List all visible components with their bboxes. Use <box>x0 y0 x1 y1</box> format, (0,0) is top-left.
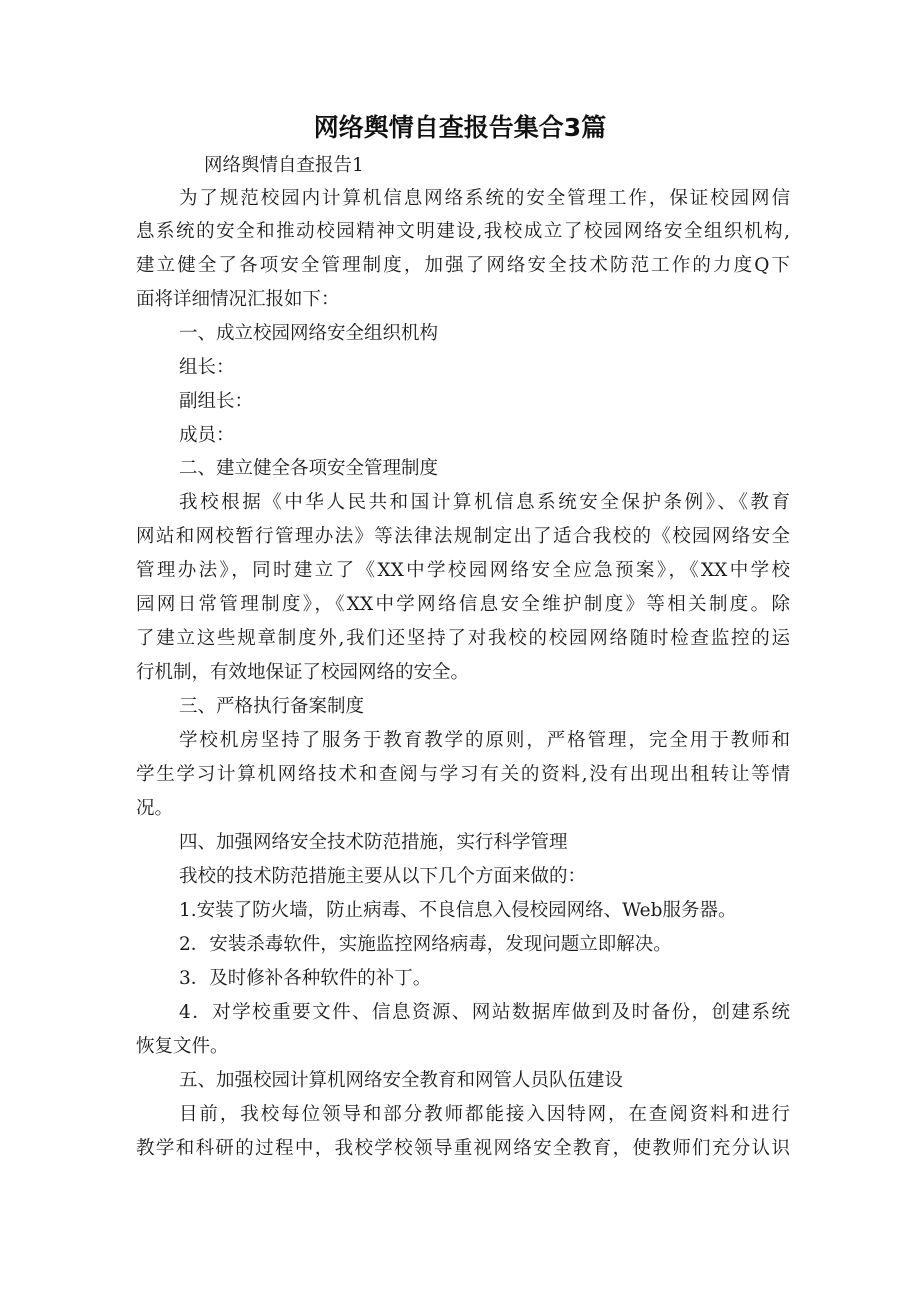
paragraph-line: 况。 <box>136 798 174 819</box>
paragraph-line: 为了规范校园内计算机信息网络系统的安全管理工作，保证校园网信 <box>179 188 790 209</box>
list-item: 2．安装杀毒软件，实施监控网络病毒，发现问题立即解决。 <box>179 934 672 955</box>
paragraph-line: 学校机房坚持了服务于教育教学的原则，严格管理，完全用于教师和 <box>179 730 790 751</box>
paragraph-line: 管理办法》，同时建立了《XX中学校园网络安全应急预案》，《XX中学校 <box>136 560 790 581</box>
paragraph-line: 教学和科研的过程中，我校学校领导重视网络安全教育，使教师们充分认识 <box>136 1138 790 1159</box>
section-heading: 五、加强校园计算机网络安全教育和网管人员队伍建设 <box>179 1070 624 1091</box>
paragraph-line: 我校的技术防范措施主要从以下几个方面来做的： <box>179 866 587 887</box>
paragraph-line: 目前，我校每位领导和部分教师都能接入因特网，在查阅资料和进行 <box>179 1104 790 1125</box>
section-heading: 一、成立校园网络安全组织机构 <box>179 323 439 344</box>
report-subtitle: 网络舆情自查报告1 <box>204 155 364 176</box>
paragraph-line: 网站和网校暂行管理办法》等法律法规制定出了适合我校的《校园网络安全 <box>136 526 790 547</box>
paragraph-line: 建立健全了各项安全管理制度，加强了网络安全技术防范工作的力度Q下 <box>136 255 790 276</box>
list-item: 4．对学校重要文件、信息资源、网站数据库做到及时备份，创建系统 <box>179 1002 790 1023</box>
paragraph-line: 了建立这些规章制度外,我们还坚持了对我校的校园网络随时检查监控的运 <box>136 628 790 649</box>
list-item: 3．及时修补各种软件的补丁。 <box>179 968 432 989</box>
section-heading: 四、加强网络安全技术防范措施，实行科学管理 <box>179 832 568 853</box>
section-heading: 三、严格执行备案制度 <box>179 696 365 717</box>
member-label: 组长： <box>179 357 235 378</box>
paragraph-line: 行机制，有效地保证了校园网络的安全。 <box>136 662 470 683</box>
document-title: 网络舆情自查报告集合3篇 <box>313 113 607 142</box>
paragraph-line: 园网日常管理制度》，《XX中学网络信息安全维护制度》等相关制度。除 <box>136 594 790 615</box>
paragraph-line: 学生学习计算机网络技术和查阅与学习有关的资料,没有出现出租转让等情 <box>136 764 790 785</box>
member-label: 成员： <box>179 425 235 446</box>
member-label: 副组长： <box>179 391 254 412</box>
paragraph-line: 我校根据《中华人民共和国计算机信息系统安全保护条例》、《教育 <box>179 492 790 513</box>
paragraph-line: 息系统的安全和推动校园精神文明建设,我校成立了校园网络安全组织机构, <box>136 221 790 242</box>
list-item: 1.安装了防火墙，防止病毒、不良信息入侵校园网络、Web服务器。 <box>179 900 737 921</box>
section-heading: 二、建立健全各项安全管理制度 <box>179 458 439 479</box>
paragraph-line: 面将详细情况汇报如下： <box>136 289 340 310</box>
list-item-continuation: 恢复文件。 <box>136 1036 229 1057</box>
